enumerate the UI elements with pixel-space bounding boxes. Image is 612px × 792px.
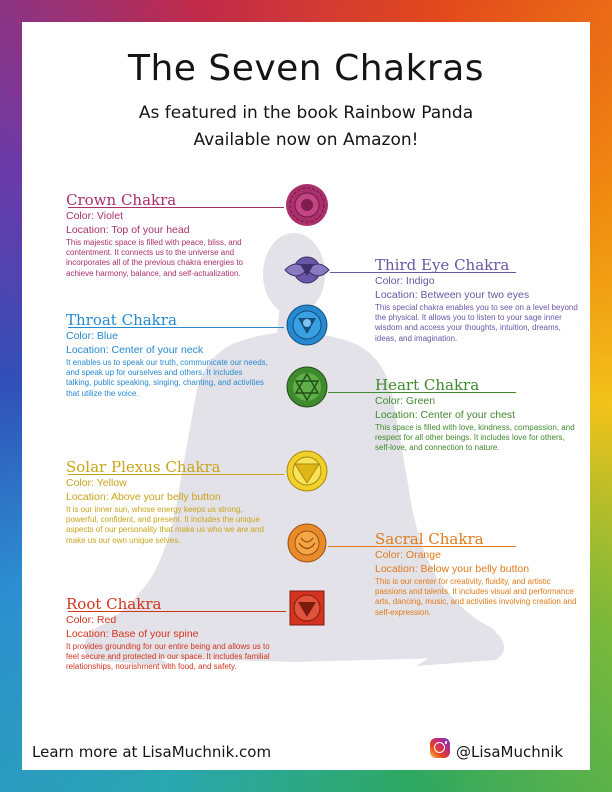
throat-chakra-color: Color: Blue <box>66 330 118 342</box>
heart-chakra-description: This space is filled with love, kindness, compassion, and respect for all other beings. It includes love for others, self-love, and connection to nature. <box>375 423 575 453</box>
website-link[interactable]: Learn more at LisaMuchnik.com <box>32 743 272 761</box>
crown-chakra-symbol <box>286 184 328 226</box>
crown-chakra-color: Color: Violet <box>66 210 124 222</box>
sacral-chakra-location: Location: Below your belly button <box>375 563 530 575</box>
solar-plexus-chakra-block <box>66 458 270 546</box>
crown-chakra-location: Location: Top of your head <box>66 224 190 236</box>
heart-chakra-color: Color: Green <box>375 395 436 407</box>
sacral-chakra-block <box>375 530 579 618</box>
root-chakra-name: Root Chakra <box>66 595 162 613</box>
root-chakra-block <box>66 595 270 673</box>
solar-plexus-chakra-color: Color: Yellow <box>66 477 127 489</box>
throat-chakra-symbol <box>287 305 327 345</box>
heart-chakra-symbol <box>287 367 327 407</box>
root-chakra-description: It provides grounding for our entire being and allows us to feel secure and protected in our space. It includes familial relationships, nourishment with food, and safety. <box>66 642 270 672</box>
book-subtitle: As featured in the book Rainbow Panda <box>138 103 474 123</box>
sacral-chakra-name: Sacral Chakra <box>375 530 484 548</box>
crown-chakra-description: This majestic space is filled with peace, bliss, and contentment. It connects us to the universe and incorporates all of the previous chakra energies to achieve harmony, balance, and self-actualization. <box>66 238 243 278</box>
throat-chakra-location: Location: Center of your neck <box>66 344 204 356</box>
third-eye-chakra-block <box>375 256 579 344</box>
solar-plexus-chakra-symbol <box>287 451 327 491</box>
third-eye-chakra-name: Third Eye Chakra <box>375 256 510 274</box>
heart-chakra-block <box>375 376 579 454</box>
throat-chakra-block <box>66 311 270 399</box>
sacral-chakra-description: This is our center for creativity, fluidity, and artistic passions and talents. It includes visual and performance arts, dancing, music, and activities involving creation and self-expression. <box>375 577 577 617</box>
heart-chakra-name: Heart Chakra <box>375 376 480 394</box>
third-eye-chakra-location: Location: Between your two eyes <box>375 289 530 301</box>
throat-chakra-name: Throat Chakra <box>66 311 177 329</box>
sacral-chakra-symbol <box>288 524 326 562</box>
solar-plexus-chakra-description: It is our inner sun, whose energy keeps us strong, powerful, confident, and present. It includes the unique aspects of our personality that make us who we are and make us our own unique selves. <box>66 505 264 545</box>
root-chakra-location: Location: Base of your spine <box>66 628 199 640</box>
instagram-icon <box>430 738 450 758</box>
sacral-chakra-color: Color: Orange <box>375 549 441 561</box>
root-chakra-color: Color: Red <box>66 614 117 626</box>
heart-chakra-location: Location: Center of your chest <box>375 409 516 421</box>
instagram-handle[interactable]: @LisaMuchnik <box>456 743 564 761</box>
crown-chakra-name: Crown Chakra <box>66 191 177 209</box>
poster-sheet <box>22 22 590 770</box>
availability-subtitle: Available now on Amazon! <box>193 130 419 150</box>
root-chakra-symbol <box>290 591 324 625</box>
third-eye-chakra-color: Color: Indigo <box>375 275 435 287</box>
throat-chakra-description: It enables us to speak our truth, communicate our needs, and speak up for ourselves and others. It includes talking, public speaking, singing, chanting, and activities that utilize the voice. <box>66 358 268 398</box>
solar-plexus-chakra-name: Solar Plexus Chakra <box>66 458 221 476</box>
solar-plexus-chakra-location: Location: Above your belly button <box>66 491 221 503</box>
crown-chakra-block <box>66 191 270 279</box>
third-eye-chakra-description: This special chakra enables you to see on a level beyond the physical. It allows you to listen to your sage inner wisdom and access your thoughts, intuition, dreams, ideas, and imagination. <box>375 303 578 343</box>
page-title: The Seven Chakras <box>127 48 485 89</box>
